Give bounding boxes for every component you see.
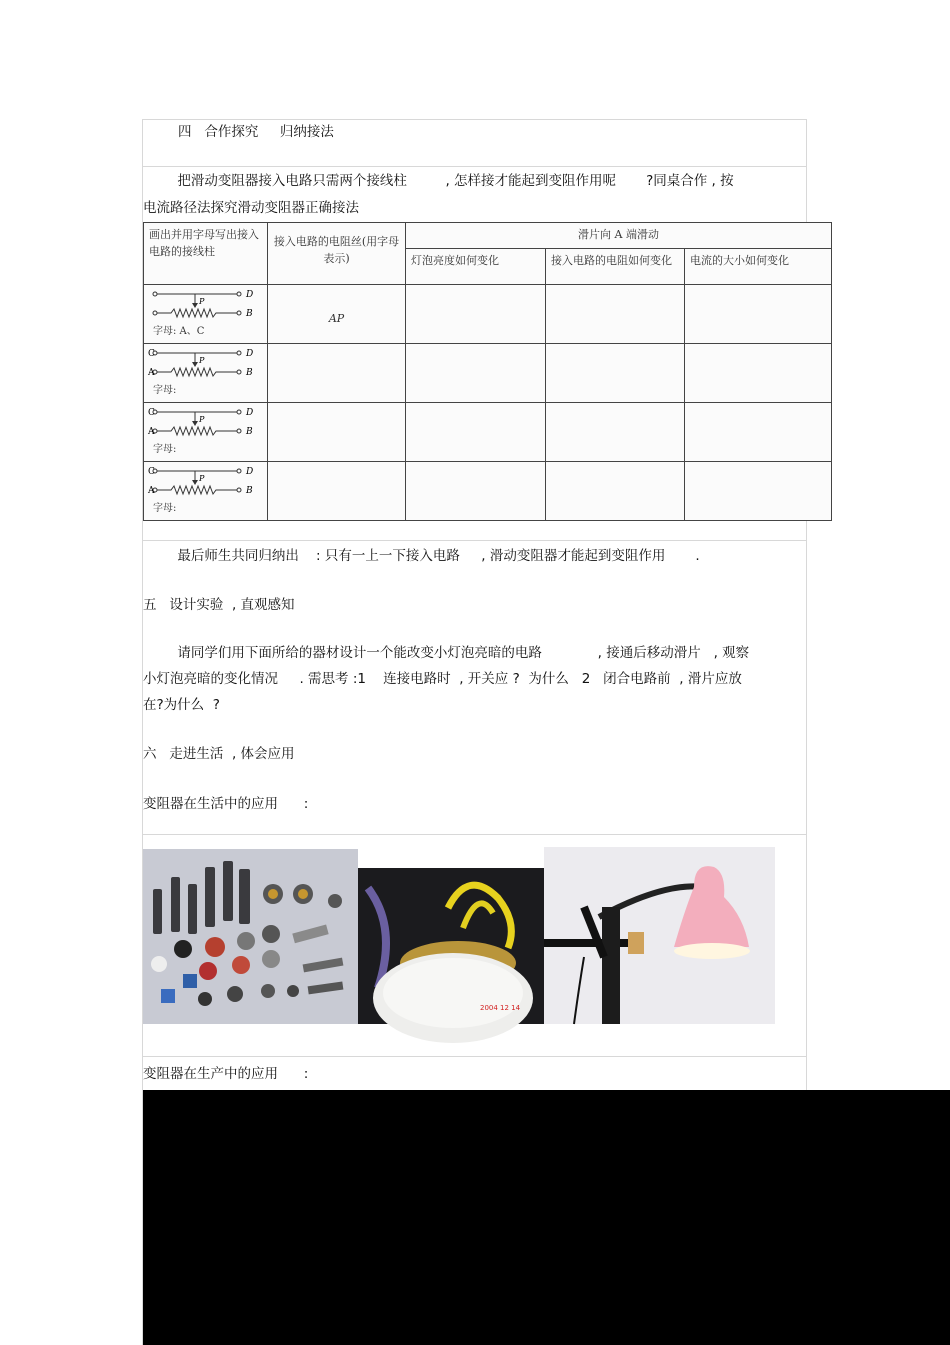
potentiometers-photo [143,849,358,1024]
terminal-a-label: A [148,486,155,496]
rheostat-symbol [149,465,262,517]
row-letters: 字母: [153,444,177,455]
production-application-label: 变阻器在生产中的应用 : [143,1066,309,1082]
terminal-b-label: B [246,368,253,378]
answer-cell [546,403,685,462]
conclusion-text: 最后师生共同归纳出 : 只有一上一下接入电路 , 滑动变阻器才能起到变阻作用 . [143,548,700,564]
answer-cell [546,285,685,344]
section5-line3: 在?为什么 ? [143,697,220,713]
answer-cell [685,285,832,344]
terminal-c-label: C [148,467,155,477]
header-resistance-change: 接入电路的电阻如何变化 [546,249,685,285]
terminal-d-label: D [246,349,254,359]
terminal-d-label: D [246,290,254,300]
answer-cell [685,403,832,462]
frame-divider-2 [142,540,807,541]
resistance-cell [268,285,406,344]
rheostat-symbol [149,347,262,399]
terminal-b-label: B [246,427,253,437]
terminal-d-label: D [246,467,254,477]
answer-cell [406,462,546,521]
resistance-cell [268,462,406,521]
circuit-cell [144,462,268,521]
frame-divider-3 [142,834,807,835]
photo-date-stamp: 2004 12 14 [480,1004,521,1012]
header-terminals: 画出并用字母写出接入电路的接线柱 [144,223,268,285]
answer-cell [406,344,546,403]
slider-p-label: P [199,415,205,424]
section5-heading: 五 设计实验 , 直观感知 [143,597,295,613]
desk-lamp-photo [544,847,775,1024]
resistance-cell [268,344,406,403]
terminal-c-label: C [148,408,155,418]
answer-cell [685,462,832,521]
header-current-change: 电流的大小如何变化 [685,249,832,285]
rheostat-worksheet-table [143,222,832,521]
table-row [144,285,832,344]
slider-p-label: P [199,356,205,365]
row-letters: 字母: A、C [153,326,205,337]
table-row [144,344,832,403]
slider-p-label: P [199,474,205,483]
terminal-a-label: A [148,368,155,378]
answer-cell [685,344,832,403]
production-image-placeholder [143,1090,950,1345]
terminal-b-label: B [246,486,253,496]
row-letters: 字母: [153,385,177,396]
resistance-cell [268,403,406,462]
frame-top-line [142,119,807,120]
circuit-cell [144,403,268,462]
answer-cell [406,285,546,344]
section5-line1: 请同学们用下面所给的器材设计一个能改变小灯泡亮暗的电路 , 接通后移动滑片 , 观察 [143,645,750,661]
table-row [144,462,832,521]
section6-heading: 六 走进生活 , 体会应用 [143,746,295,762]
circuit-cell [144,344,268,403]
frame-divider-1 [142,166,807,167]
dimmer-knob-photo [358,868,545,1024]
answer-cell [406,403,546,462]
header-bulb-brightness: 灯泡亮度如何变化 [406,249,546,285]
section4-heading: 四 合作探究 归纳接法 [178,124,334,140]
terminal-b-label: B [246,309,253,319]
frame-divider-4 [142,1056,807,1057]
table-row [144,403,832,462]
life-application-label: 变阻器在生活中的应用 : [143,796,309,812]
terminal-a-label: A [148,427,155,437]
slider-p-label: P [199,297,205,306]
section5-line2: 小灯泡亮暗的变化情况 . 需思考 :1 连接电路时 , 开关应 ? 为什么 2 闭合电路前 , 滑片应放 [143,671,742,687]
resistance-answer: AP [328,312,345,325]
answer-cell [546,344,685,403]
terminal-c-label: C [148,349,155,359]
section4-para-line2: 电流路径法探究滑动变阻器正确接法 [143,200,359,216]
rheostat-symbol [149,288,262,340]
rheostat-symbol [149,406,262,458]
header-slide-to-a: 滑片向 A 端滑动 [406,223,832,249]
terminal-d-label: D [246,408,254,418]
header-resistance-wire: 接入电路的电阻丝(用字母表示) [268,223,406,285]
row-letters: 字母: [153,503,177,514]
answer-cell [546,462,685,521]
section4-para-line1: 把滑动变阻器接入电路只需两个接线柱 , 怎样接才能起到变阻作用呢 ?同桌合作 , 按 [143,173,734,189]
circuit-cell [144,285,268,344]
